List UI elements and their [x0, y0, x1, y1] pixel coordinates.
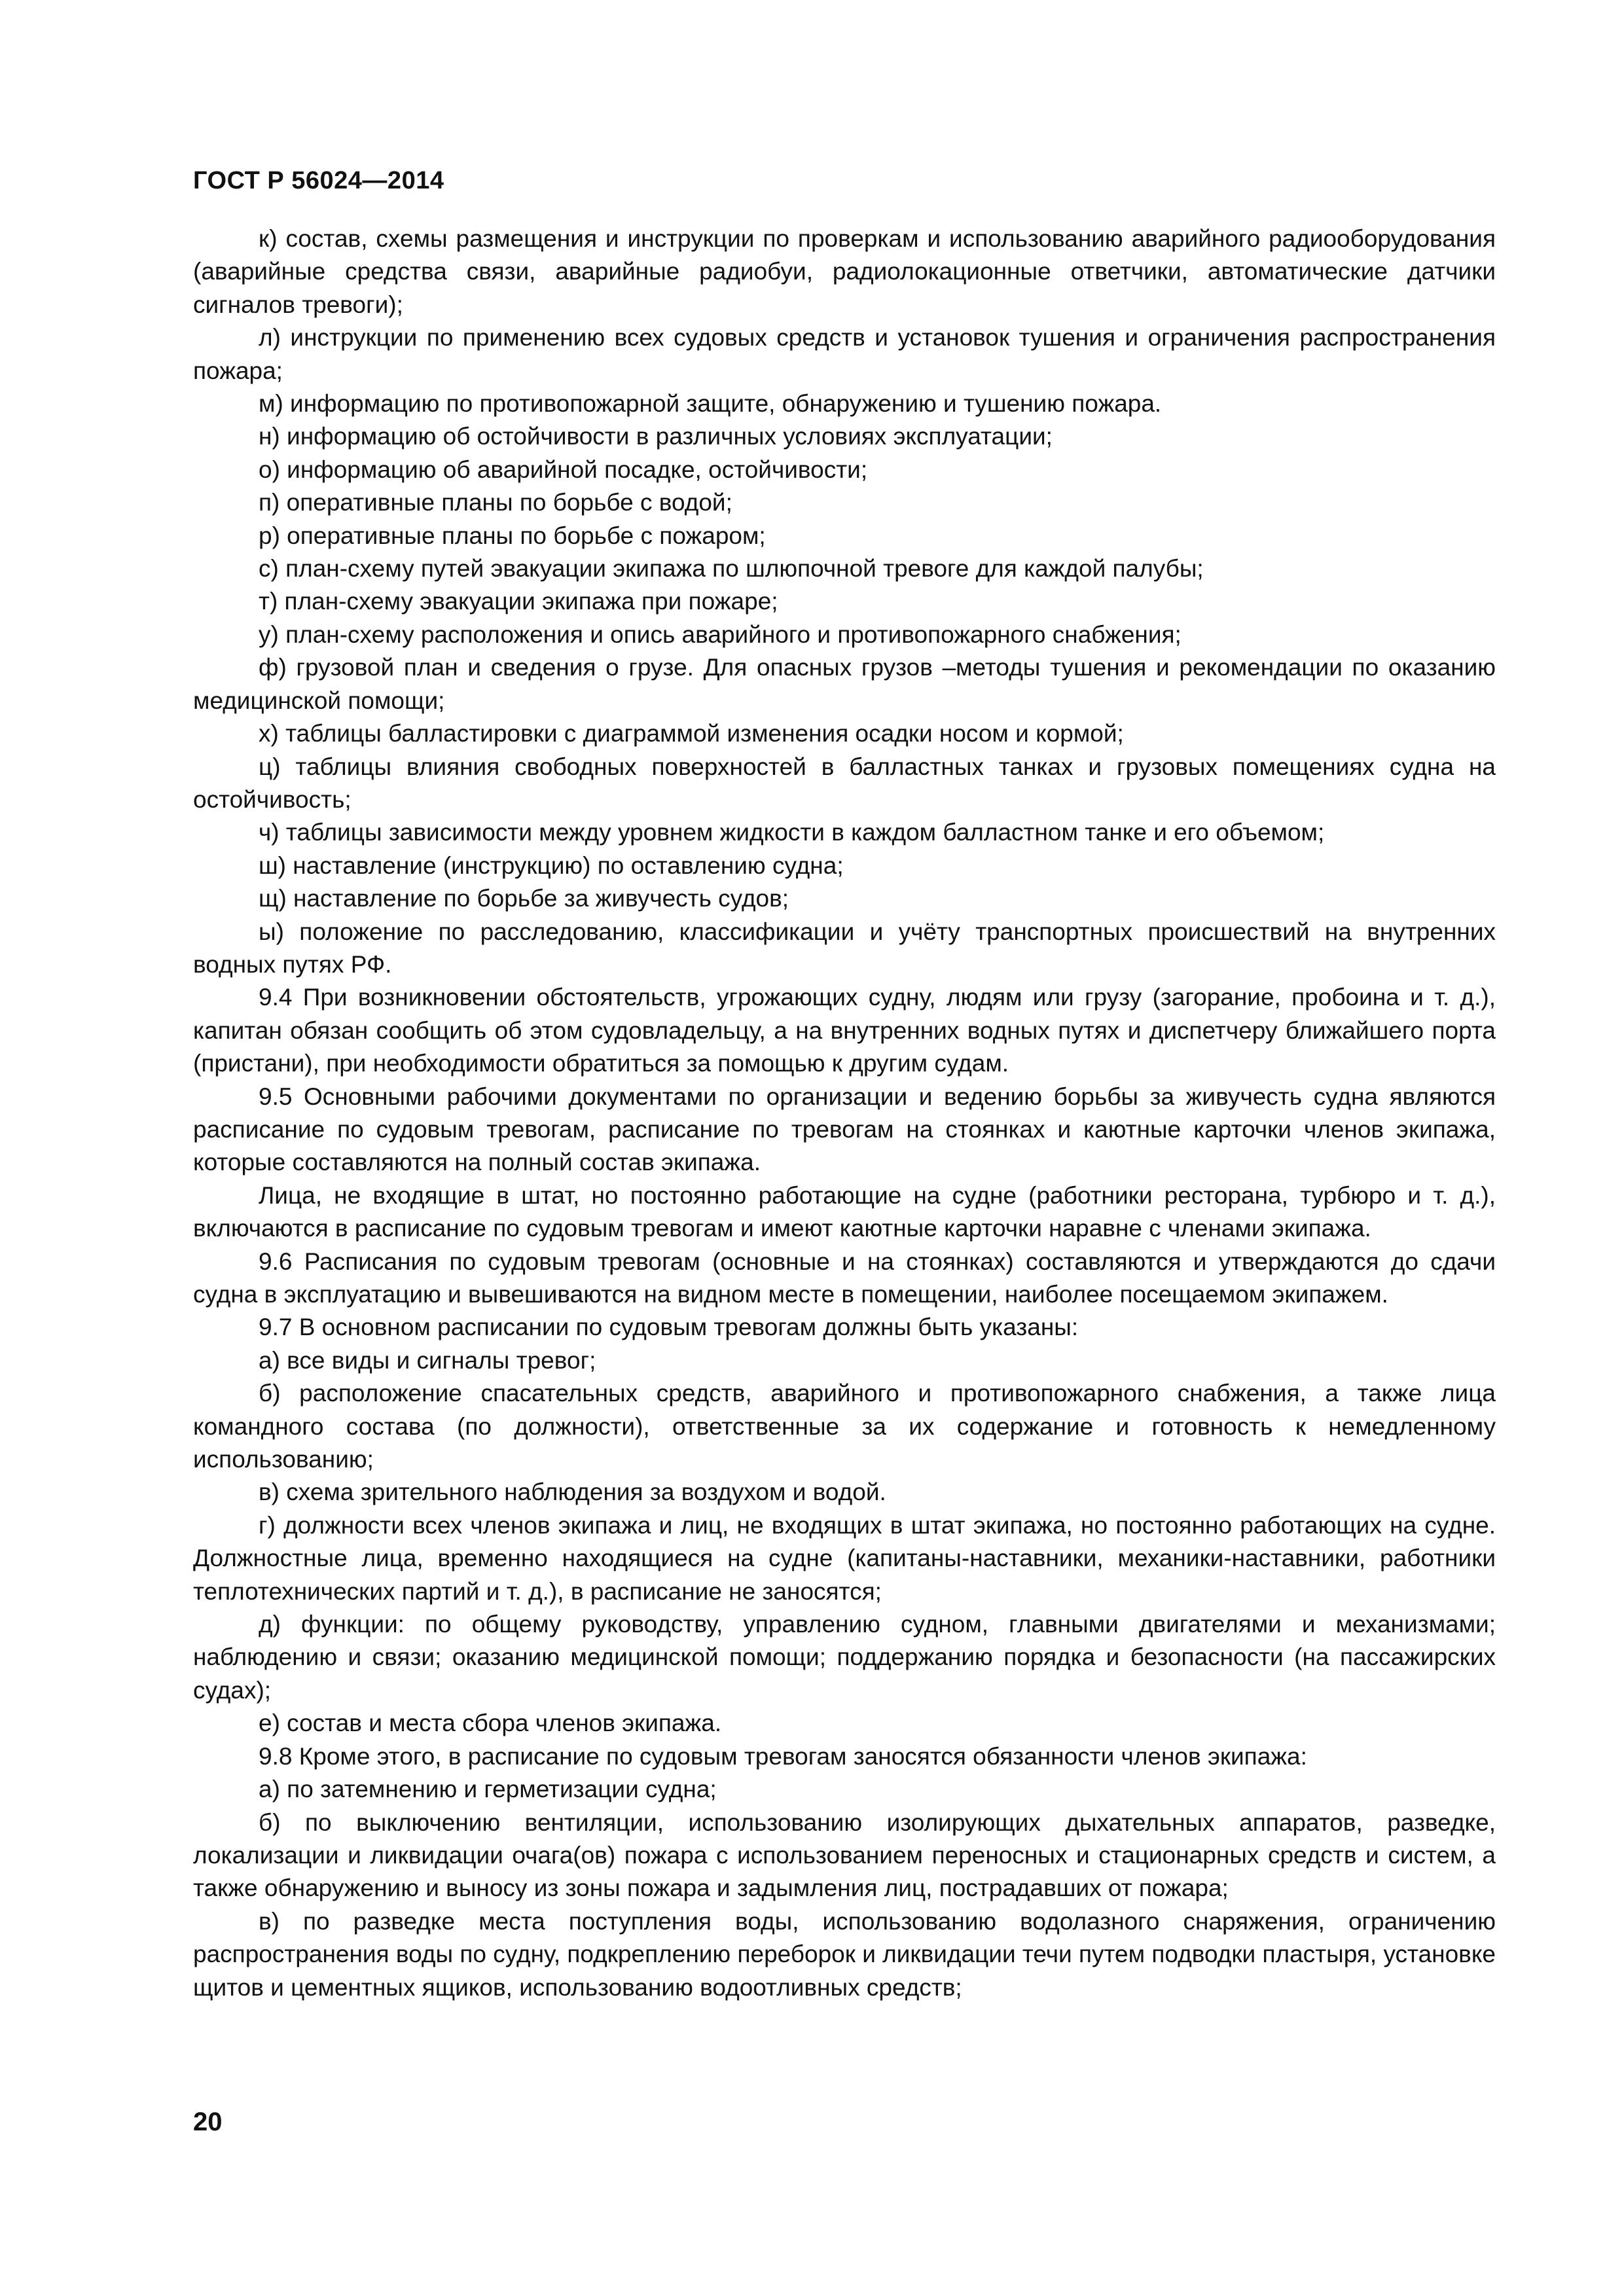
paragraph: 9.6 Расписания по судовым тревогам (основные и на стоянках) составляются и утверждаются до сдачи судна в эксплуатацию и вывешиваются на видном месте в помещении, наиболее посещаемом экипажем. — [193, 1247, 1496, 1308]
paragraph: в) схема зрительного наблюдения за воздухом и водой. — [259, 1479, 886, 1506]
paragraph: ы) положение по расследованию, классификации и учёту транспортных происшествий на внутренних водных путях РФ. — [193, 918, 1496, 978]
paragraph: а) все виды и сигналы тревог; — [259, 1346, 596, 1374]
paragraph: н) информацию об остойчивости в различных условиях эксплуатации; — [259, 423, 1053, 450]
paragraph: у) план-схему расположения и опись аварийного и противопожарного снабжения; — [259, 620, 1182, 648]
paragraph: д) функции: по общему руководству, управлению судном, главными двигателями и механизмами; наблюдению и связи; оказанию медицинской помощи; поддержанию порядка и безопасности (на пассажирских судах); — [193, 1611, 1496, 1704]
paragraph: л) инструкции по применению всех судовых средств и установок тушения и ограничения распространения пожара; — [193, 324, 1496, 384]
paragraph: х) таблицы балластировки с диаграммой изменения осадки носом и кормой; — [259, 720, 1124, 747]
paragraph: с) план-схему путей эвакуации экипажа по шлюпочной тревоге для каждой палубы; — [259, 555, 1204, 583]
paragraph: 9.5 Основными рабочими документами по организации и ведению борьбы за живучесть судна являются расписание по судовым тревогам, расписание по тревогам на стоянках и каютные карточки членов экипажа, которые составляются на полный состав экипажа. — [193, 1083, 1496, 1176]
paragraph: о) информацию об аварийной посадке, остойчивости; — [259, 456, 868, 483]
paragraph: б) по выключению вентиляции, использованию изолирующих дыхательных аппаратов, разведке, локализации и ликвидации очага(ов) пожара с использованием переносных и стационарных средств и систем, а также обнаружению и выносу из зоны пожара и задымления лиц, пострадавших от пожара; — [193, 1808, 1496, 1902]
paragraph: ч) таблицы зависимости между уровнем жидкости в каждом балластном танке и его объемом; — [259, 819, 1325, 846]
paragraph: 9.4 При возникновении обстоятельств, угрожающих судну, людям или грузу (загорание, пробоина и т. д.), капитан обязан сообщить об этом судовладельцу, а на внутренних водных путях и диспетчеру ближайшего порта (пристани), при необходимости обратиться за помощью к другим судам. — [193, 984, 1496, 1077]
paragraph: п) оперативные планы по борьбе с водой; — [259, 489, 732, 516]
document-body — [193, 223, 1496, 2004]
paragraph: б) расположение спасательных средств, аварийного и противопожарного снабжения, а также лица командного состава (по должности), ответственные за их содержание и готовность к немедленному использованию; — [193, 1380, 1496, 1473]
paragraph: к) состав, схемы размещения и инструкции по проверкам и использованию аварийного радиооборудования (аварийные средства связи, аварийные радиобуи, радиолокационные ответчики, автоматические датчики сигналов тревоги); — [193, 225, 1496, 318]
paragraph: в) по разведке места поступления воды, использованию водолазного снаряжения, ограничению распространения воды по судну, подкреплению переборок и ликвидации течи путем подводки пластыря, установке щитов и цементных ящиков, использованию водоотливных средств; — [193, 1907, 1496, 2001]
paragraph: е) состав и места сбора членов экипажа. — [259, 1710, 722, 1737]
paragraph: 9.7 В основном расписании по судовым тревогам должны быть указаны: — [259, 1314, 1079, 1341]
paragraph: т) план-схему эвакуации экипажа при пожаре; — [259, 588, 778, 615]
paragraph: м) информацию по противопожарной защите, обнаружению и тушению пожара. — [259, 390, 1162, 418]
paragraph: Лица, не входящие в штат, но постоянно работающие на судне (работники ресторана, турбюро и т. д.), включаются в расписание по судовым тревогам и имеют каютные карточки наравне с членами экипажа. — [193, 1181, 1496, 1242]
paragraph: ц) таблицы влияния свободных поверхностей в балластных танках и грузовых помещениях судна на остойчивость; — [193, 753, 1496, 813]
page-number: 20 — [193, 2108, 223, 2136]
paragraph: р) оперативные планы по борьбе с пожаром; — [259, 522, 766, 549]
paragraph: 9.8 Кроме этого, в расписание по судовым тревогам заносятся обязанности членов экипажа: — [259, 1742, 1307, 1770]
paragraph: ф) грузовой план и сведения о грузе. Для опасных грузов –методы тушения и рекомендации по оказанию медицинской помощи; — [193, 654, 1496, 714]
paragraph: г) должности всех членов экипажа и лиц, не входящих в штат экипажа, но постоянно работающих на судне. Должностные лица, временно находящиеся на судне (капитаны-наставники, механики-наставники, работники теплотехнических партий и т. д.), в расписание не заносятся; — [193, 1511, 1496, 1605]
paragraph: ш) наставление (инструкцию) по оставлению судна; — [259, 852, 844, 879]
paragraph: а) по затемнению и герметизации судна; — [259, 1776, 717, 1803]
document-header: ГОСТ Р 56024—2014 — [193, 167, 444, 194]
paragraph: щ) наставление по борьбе за живучесть судов; — [259, 885, 789, 912]
